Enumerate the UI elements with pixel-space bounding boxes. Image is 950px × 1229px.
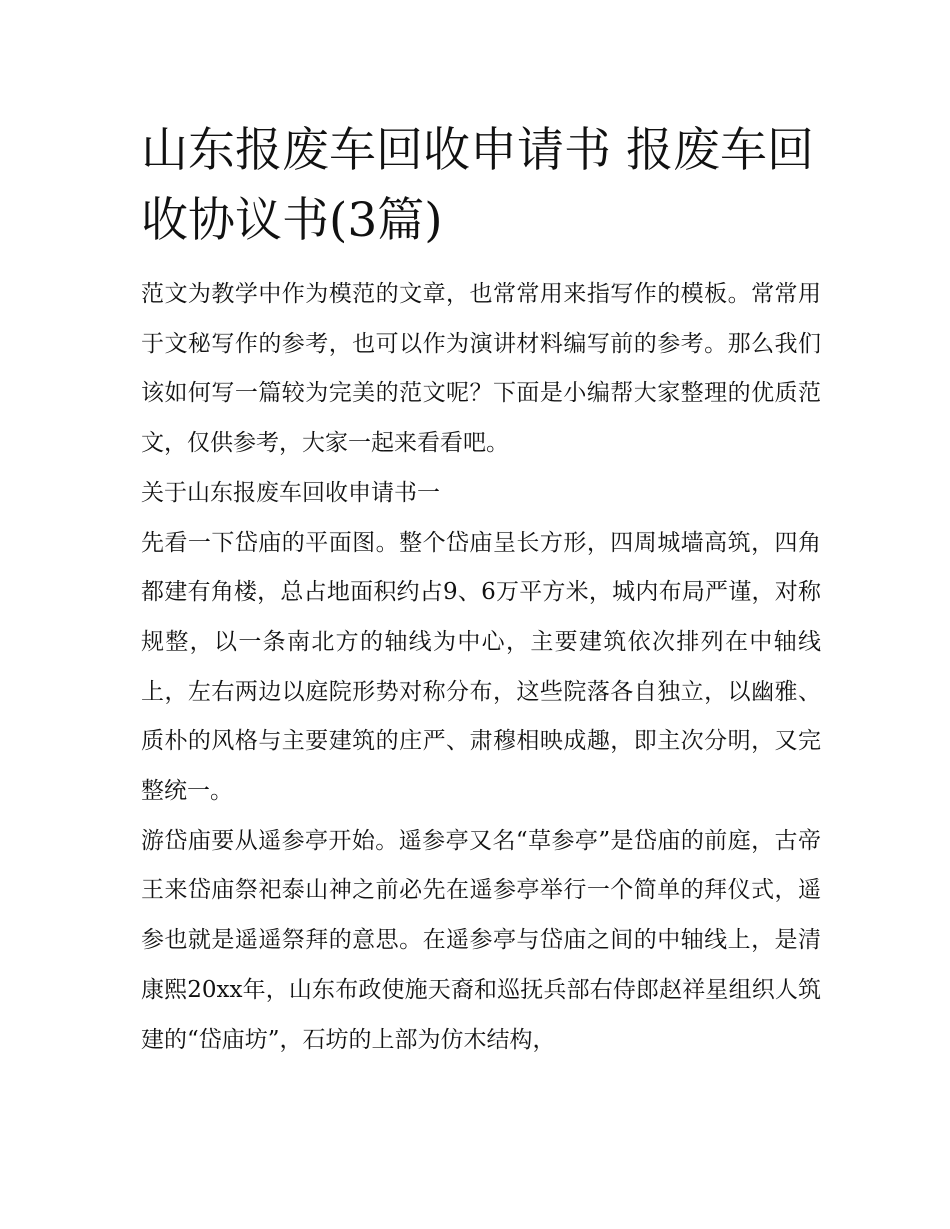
document-title: 山东报废车回收申请书 报废车回收协议书(3篇) [141,123,814,248]
body-paragraph-2: 游岱庙要从遥参亭开始。遥参亭又名“草参亭”是岱庙的前庭，古帝王来岱庙祭祀泰山神之前必先在遥参亭举行一个简单的拜仪式，遥参也就是遥遥祭拜的意思。在遥参亭与岱庙之间的中轴线上，是清康熙20xx年，山东布政使施天裔和巡抚兵部右侍郎赵祥星组织人筑建的“岱庙坊”，石坊的上部为仿木结构， [141,827,821,1053]
intro-paragraph: 范文为教学中作为模范的文章，也常常用来指写作的模板。常常用于文秘写作的参考，也可以作为演讲材料编写前的参考。那么我们该如何写一篇较为完美的范文呢？下面是小编帮大家整理的优质范文，仅供参考，大家一起来看看吧。 [141,281,821,457]
body-paragraph-1: 先看一下岱庙的平面图。整个岱庙呈长方形，四周城墙高筑，四角都建有角楼，总占地面积约占9、6万平方米，城内布局严谨，对称规整，以一条南北方的轴线为中心，主要建筑依次排列在中轴线上，左右两边以庭院形势对称分布，这些院落各自独立，以幽雅、质朴的风格与主要建筑的庄严、肃穆相映成趣，即主次分明，又完整统一。 [141,529,821,805]
document-page [141,116,821,1065]
section-heading: 关于山东报废车回收申请书一 [141,479,440,506]
